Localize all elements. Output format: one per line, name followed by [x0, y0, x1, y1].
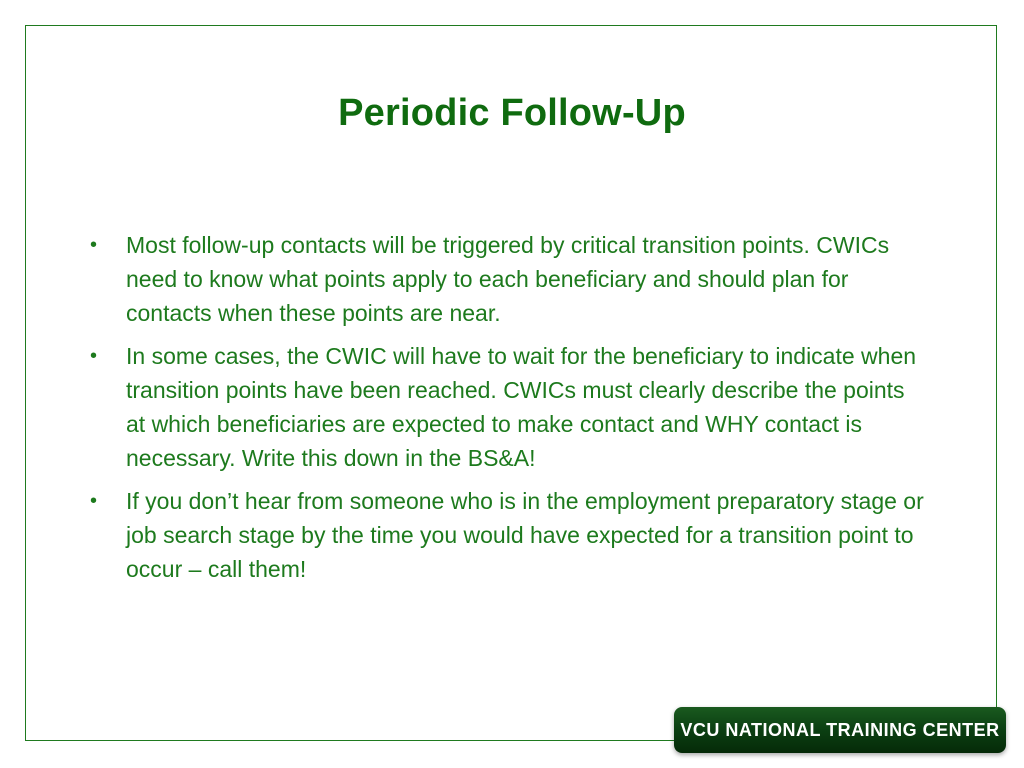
- bullet-text: In some cases, the CWIC will have to wait for the beneficiary to indicate when transition points have been reached. CWICs must clearly describe the points at which beneficiaries are expected to make contact and WHY contact is necessary. Write this down in the BS&A!: [126, 343, 917, 471]
- bullet-text: Most follow-up contacts will be triggered by critical transition points. CWICs need to know what points apply to each beneficiary and should plan for contacts when these points are near.: [126, 232, 890, 326]
- bullet-item: [90, 484, 930, 586]
- bullet-marker: •: [90, 490, 98, 512]
- bullet-item: [90, 339, 930, 475]
- slide-title: Periodic Follow-Up: [338, 92, 686, 134]
- bullet-marker: •: [90, 345, 98, 367]
- bullet-marker: •: [90, 234, 98, 256]
- vcu-training-center-logo: VCU NATIONAL TRAINING CENTER: [674, 707, 1006, 753]
- bullet-item: [90, 228, 930, 330]
- bullet-text: If you don’t hear from someone who is in the employment preparatory stage or job search stage by the time you would have expected for a transition point to occur – call them!: [126, 488, 924, 582]
- bullet-list: [90, 228, 930, 595]
